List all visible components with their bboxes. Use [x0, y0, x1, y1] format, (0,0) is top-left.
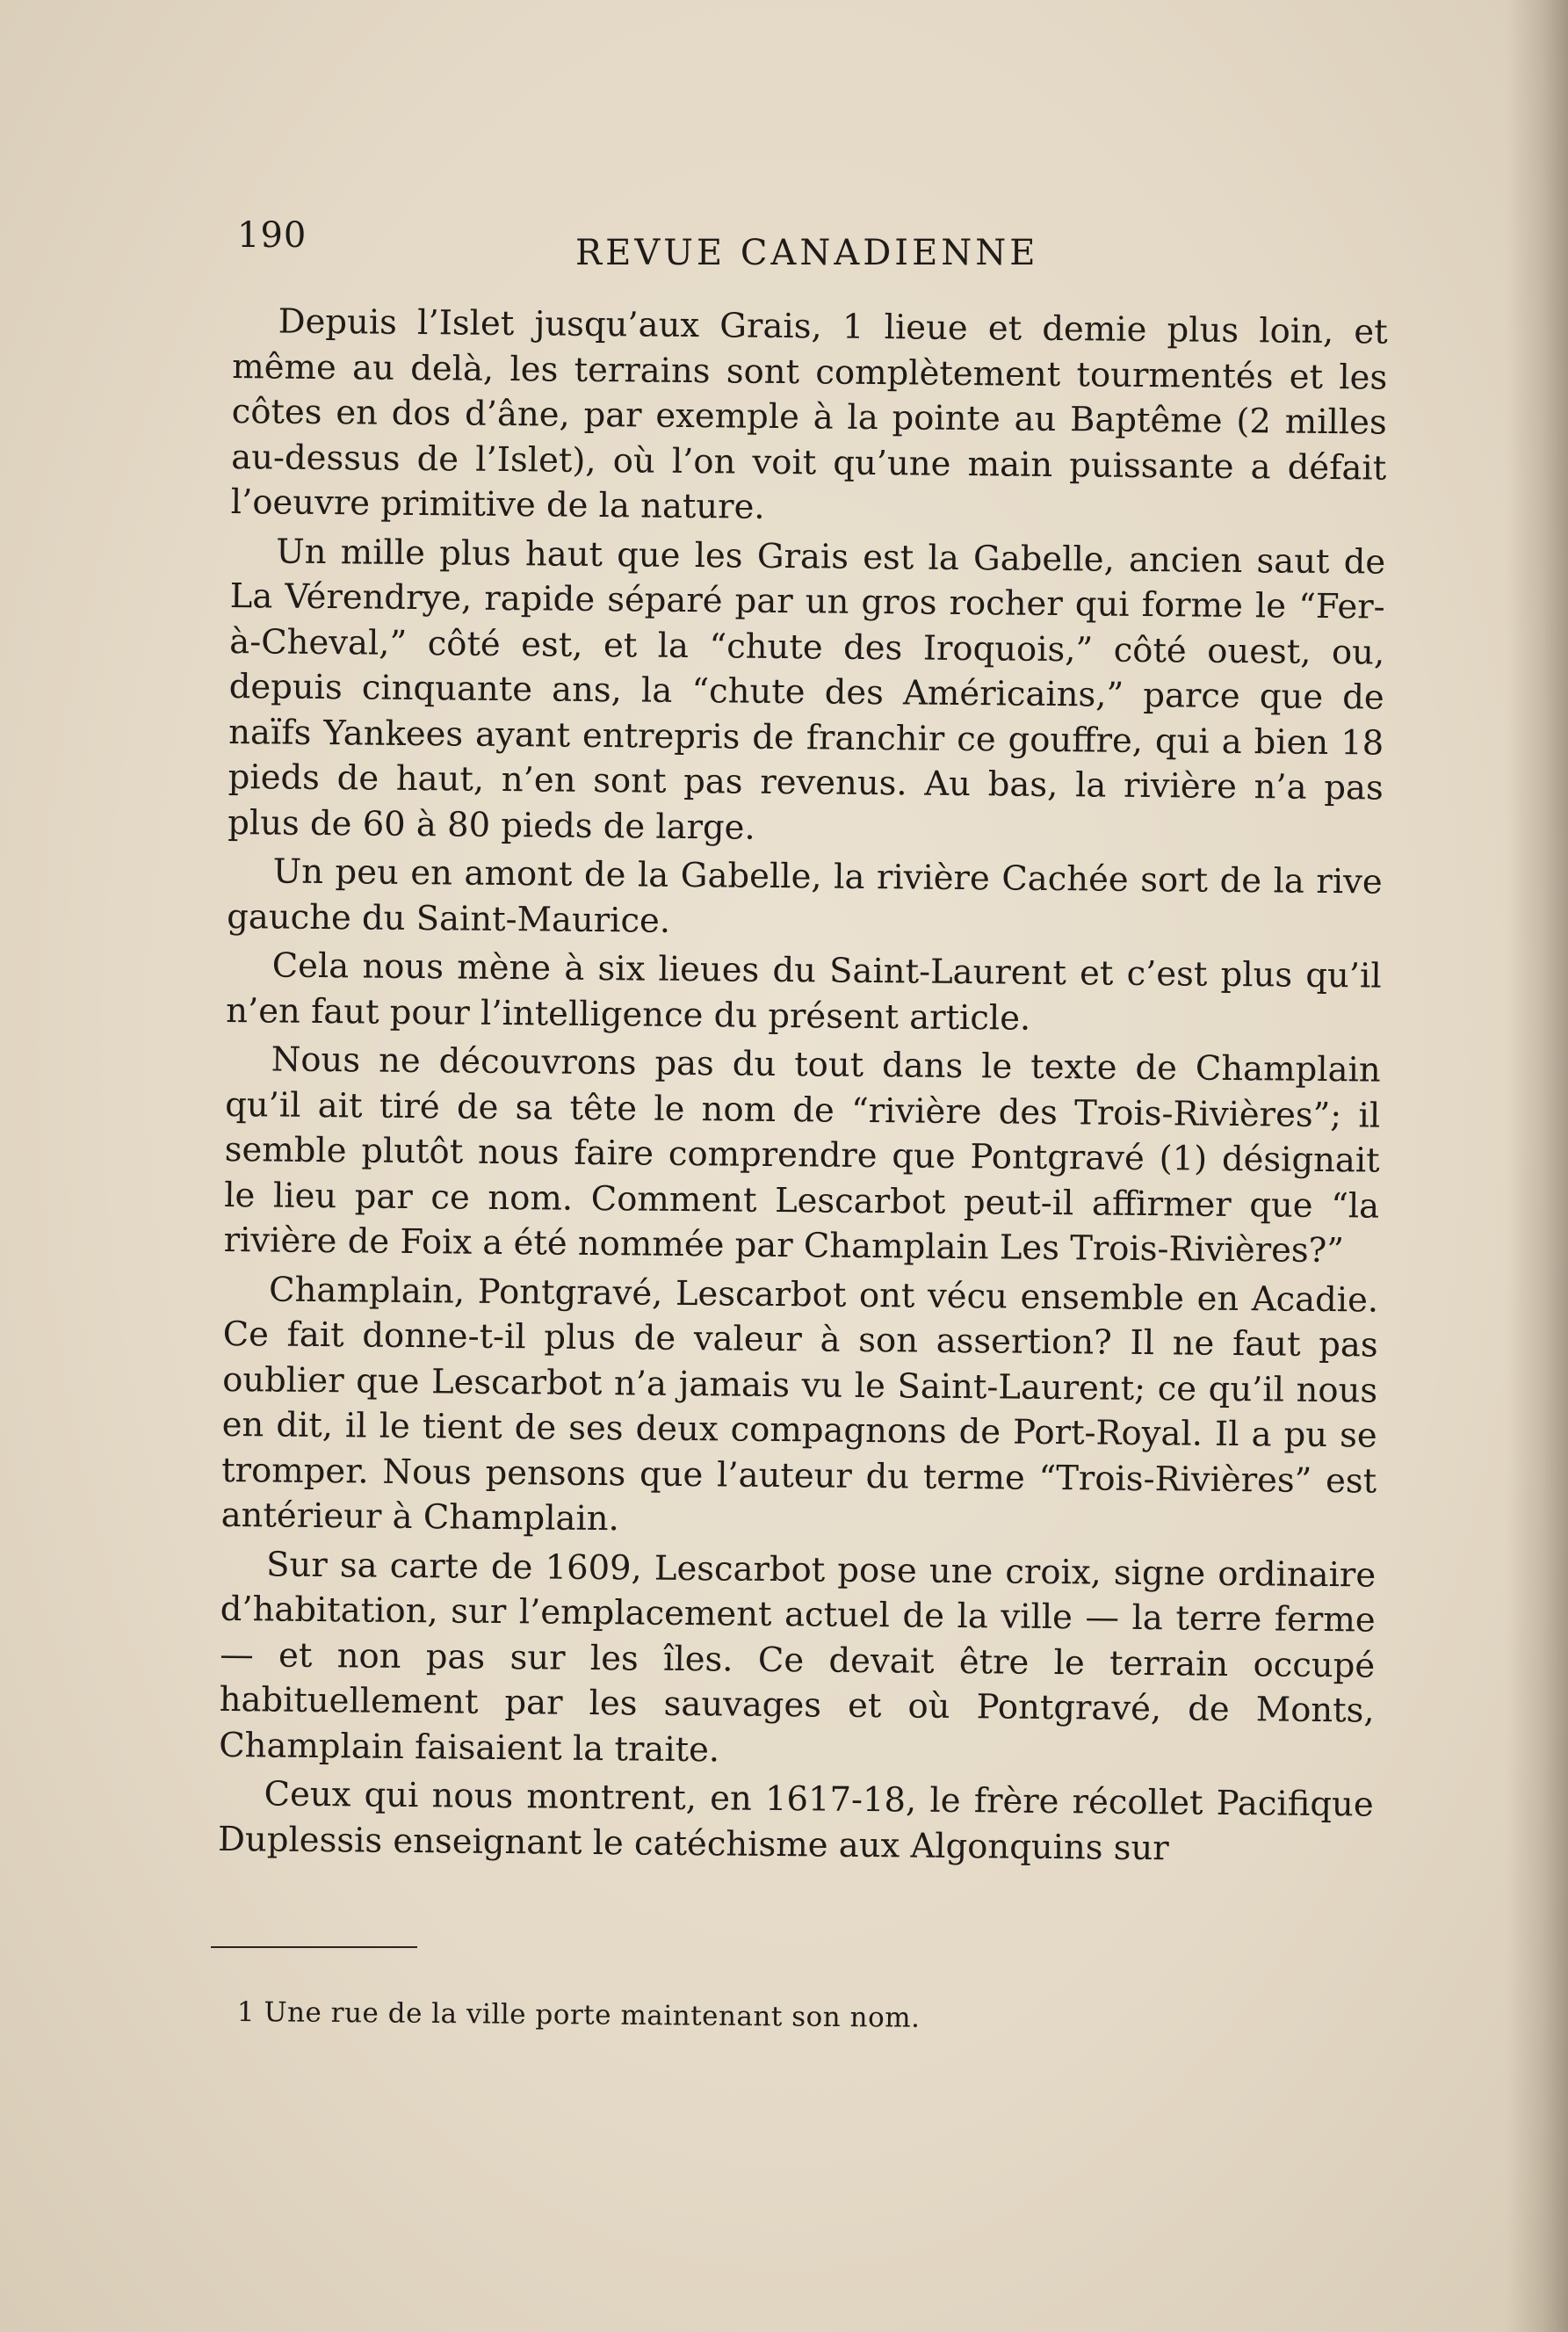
- paragraph-1: Depuis l’Islet jusqu’aux Grais, 1 lieue et demie plus loin, et même au delà, les terrains sont complètement tourmentés et les côtes en dos d’âne, par exemple à la pointe au Baptême (2 milles au-dessus de l’Islet), où l’on voit qu’une main puissante a défait l’oeuvre primitive de la nature.: [230, 301, 1388, 527]
- paragraph-8: Ceux qui nous montrent, en 1617-18, le frère récollet Pacifique Duplessis enseignant le catéchisme aux Algonquins sur: [217, 1774, 1374, 1868]
- footnote: 1 Une rue de la ville porte maintenant son nom.: [236, 1996, 921, 2034]
- paragraph-7: Sur sa carte de 1609, Lescarbot pose une croix, signe ordinaire d’habitation, sur l’emplacement actuel de la ville — la terre ferme — et non pas sur les îles. Ce devait être le terrain occupé habituellement par les sauvages et où Pontgravé, de Monts, Champlain faisaient la traite.: [218, 1544, 1377, 1770]
- paragraph-2: Un mille plus haut que les Grais est la Gabelle, ancien saut de La Vérendrye, rapide séparé par un gros rocher qui forme le “Fer-à-Cheval,” côté est, et la “chute des Iroquois,” côté ouest, ou, depuis cinquante ans, la “chute des Américains,” parce que de naïfs Yankees ayant entrepris de franchir ce gouffre, qui a bien 18 pieds de haut, n’en sont pas revenus. Au bas, la rivière n’a pas plus de 60 à 80 pieds de large.: [228, 531, 1386, 848]
- paragraph-5: Nous ne découvrons pas du tout dans le texte de Champlain qu’il ait tiré de sa tête le nom de “rivière des Trois-Rivières”; il semble plutôt nous faire comprendre que Pontgravé (1) désignait le lieu par ce nom. Comment Lescarbot peut-il affirmer que “la rivière de Foix a été nommée par Champlain Les Trois-Rivières?”: [223, 1039, 1381, 1271]
- paragraph-6: Champlain, Pontgravé, Lescarbot ont vécu ensemble en Acadie. Ce fait donne-t-il plus de valeur à son assertion? Il ne faut pas oublier que Lescarbot n’a jamais vu le Saint-Laurent; ce qu’il nous en dit, il le tient de ses deux compagnons de Port-Royal. Il a pu se tromper. Nous pensons que l’auteur du terme “Trois-Rivières” est antérieur à Champlain.: [220, 1269, 1379, 1539]
- body-text: [218, 299, 1388, 1877]
- footnote-divider: [211, 1946, 417, 1948]
- page-gutter-shadow: [1507, 0, 1568, 2332]
- page-number: 190: [237, 215, 307, 256]
- paragraph-3: Un peu en amont de la Gabelle, la rivière Cachée sort de la rive gauche du Saint-Maurice.: [227, 851, 1383, 941]
- paragraph-4: Cela nous mène à six lieues du Saint-Laurent et c’est plus qu’il n’en faut pour l’intelligence du présent article.: [226, 945, 1382, 1039]
- running-title: REVUE CANADIENNE: [575, 233, 1039, 273]
